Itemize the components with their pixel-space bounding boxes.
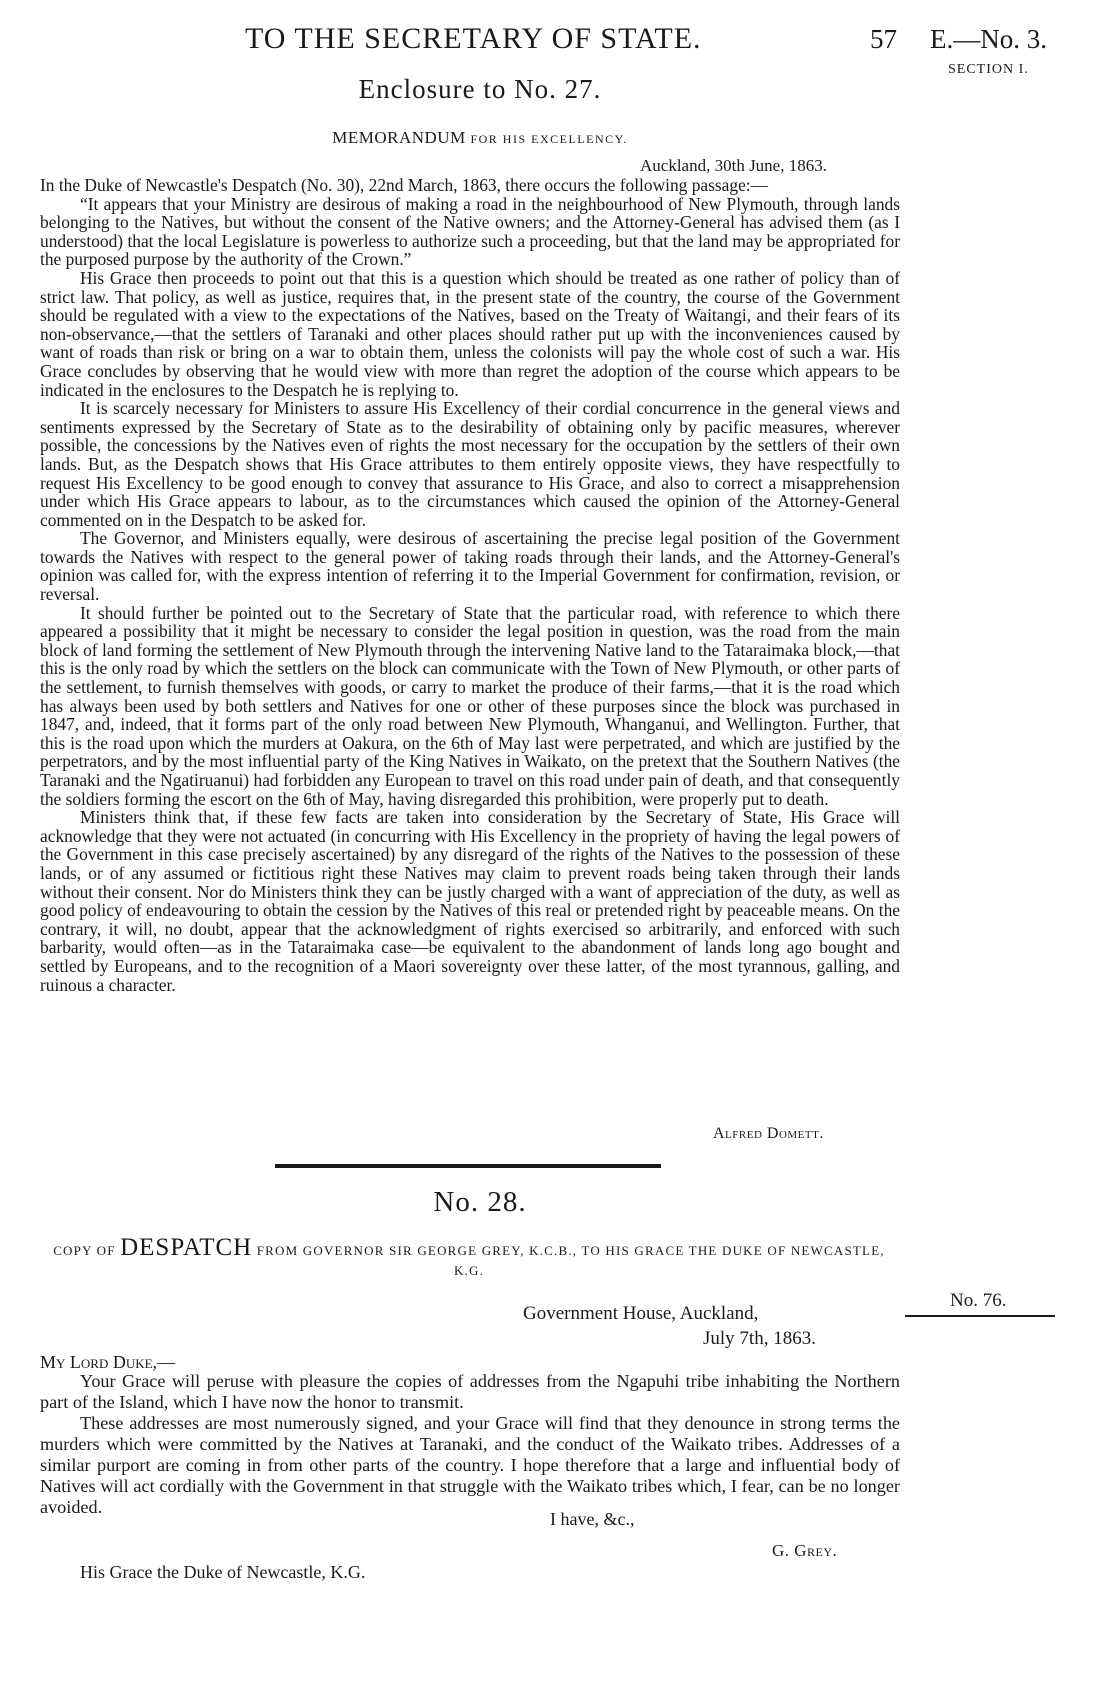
memorandum-body (40, 176, 900, 994)
paragraph: In the Duke of Newcastle's Despatch (No. 30), 22nd March, 1863, there occurs the following passage:— (40, 175, 769, 195)
despatch-heading-rest: FROM GOVERNOR SIR GEORGE GREY, K.C.B., TO HIS GRACE THE DUKE OF NEWCASTLE, K.G. (256, 1243, 885, 1278)
paragraph: It should further be pointed out to the Secretary of State that the particular road, with reference to which there appeared a possibility that it might be necessary to consider the legal position in question, was the road from the main block of land forming the settlement of New Plymouth through the intervening Native land to the Tataraimaka block,—that this is the only road by which the settlers on the block can communicate with the Town of New Plymouth, or other parts of the settlement, to furnish themselves with goods, or carry to market the produce of their farms,—that it is the road which has always been used by both settlers and Natives for one or other of these purposes since the block was purchased in 1847, and, indeed, that it forms part of the only road between New Plymouth, Whanganui, and Wellington. Further, that this is the road upon which the murders at Oakura, on the 6th of May last were perpetrated, and which are justified by the perpetrators, and by the most influential party of the King Natives in Waikato, on the pretext that the Southern Natives (the Taranaki and the Ngatiruanui) had forbidden any European to travel on this road under pain of death, and that consequently the soldiers forming the escort on the 6th of May, having disregarded this prohibition, were properly put to death. (40, 602, 900, 809)
memorandum-title (0, 128, 960, 148)
paper-reference: E.—No. 3. (930, 24, 1047, 54)
addressee: His Grace the Duke of Newcastle, K.G. (80, 1562, 366, 1582)
memorandum-title-main: MEMORANDUM (332, 128, 466, 147)
despatch-date: July 7th, 1863. (703, 1328, 816, 1349)
enclosure-title: Enclosure to No. 27. (358, 74, 602, 104)
signature-domett: Alfred Domett. (713, 1125, 824, 1142)
page-number: 57 (870, 24, 897, 54)
despatch-heading-prefix: COPY OF (53, 1243, 116, 1258)
despatch-heading-big: DESPATCH (120, 1234, 253, 1261)
closing: I have, &c., (550, 1509, 635, 1529)
section-label: SECTION I. (948, 62, 1029, 77)
paragraph: The Governor, and Ministers equally, were desirous of ascertaining the precise legal position of the Government towards the Natives with respect to the general power of taking roads through their lands, and the Attorney-General's opinion was called for, with the express intention of referring it to the Imperial Government for confirmation, revision, or reversal. (40, 528, 900, 605)
margin-number: No. 76. (950, 1290, 1007, 1311)
paragraph: These addresses are most numerously signed, and your Grace will find that they denounce in strong terms the murders which were committed by the Natives at Taranaki, and the conduct of the Waikato tribes. Addresses of a similar purport are coming in from other parts of the country. I hope therefore that a large and influential body of Natives will act cordially with the Government in that struggle with the Waikato tribes which, I fear, can be no longer avoided. (40, 1413, 900, 1517)
section-divider (275, 1164, 661, 1168)
salutation: My Lord Duke,— (40, 1352, 176, 1372)
quoted-paragraph: “It appears that your Ministry are desirous of making a road in the neighbourhood of New Plymouth, through lands belonging to the Natives, but without the consent of the Native owners; and the Attorney-General has advised them (as I understood) that the local Legislature is powerless to authorize such a proceeding, but that the land may be appropriated for the purposed purpose by the authority of the Crown.” (40, 193, 900, 270)
paragraph: His Grace then proceeds to point out that this is a question which should be treated as one rather of policy than of strict law. That policy, as well as justice, requires that, in the present state of the country, the course of the Government should be regulated with a view to the expectations of the Natives, based on the Treaty of Waitangi, and their fears of its non-observance,—that the settlers of Taranaki and other places should rather put up with the inconveniences caused by want of roads than risk or bring on a war to obtain them, unless the colonists will pay the whole cost of such a war. His Grace concludes by observing that he would view with more than regret the adoption of the course which appears to be indicated in the enclosures to the Despatch he is replying to. (40, 267, 900, 400)
paragraph: Your Grace will peruse with pleasure the copies of addresses from the Ngapuhi tribe inhabiting the Northern part of the Island, which I have now the honor to transmit. (40, 1371, 900, 1412)
despatch-number: No. 28. (433, 1186, 527, 1218)
despatch-place: Government House, Auckland, (523, 1303, 759, 1324)
signature-grey: G. Grey. (772, 1541, 838, 1560)
running-head-title: TO THE SECRETARY OF STATE. (245, 22, 702, 55)
memorandum-date: Auckland, 30th June, 1863. (640, 156, 827, 175)
memorandum-title-rest: FOR HIS EXCELLENCY. (470, 132, 628, 146)
paragraph: It is scarcely necessary for Ministers to assure His Excellency of their cordial concurrence in the general views and sentiments expressed by the Secretary of State as to the desirability of obtaining only by pacific measures, wherever possible, the concessions by the Natives even of rights the most necessary for the occupation by the settlers of their own lands. But, as the Despatch shows that His Grace attributes to them entirely opposite views, they have respectfully to request His Excellency to be good enough to convey that assurance to His Grace, and also to correct a misapprehension under which His Grace appears to labour, as to the circumstances which caused the opinion of the Attorney-General commented on in the Despatch to be asked for. (40, 398, 900, 530)
despatch-body (40, 1371, 900, 1518)
despatch-heading (38, 1234, 900, 1281)
margin-rule (905, 1315, 1055, 1317)
paragraph: Ministers think that, if these few facts are taken into consideration by the Secretary of State, His Grace will acknowledge that they were not actuated (in concurring with His Excellency in the propriety of having the legal powers of the Government in this case precisely ascertained) by any disregard of the rights of the Natives to the possession of these lands, or of any assumed or fictitious right these Natives may claim to prevent roads being taken through their lands without their consent. Nor do Ministers think they can be justly charged with a want of appreciation of the duty, as well as good policy of endeavouring to obtain the cession by the Natives of this real or pretended right by peaceable means. On the contrary, it will, no doubt, appear that the acknowledgment of rights exercised so arbitrarily, and enforced with such barbarity, would often—as in the Tataraimaka case—be equivalent to the abandonment of lands long ago bought and settled by Europeans, and to the recognition of a Maori sovereignty over these latter, of the most tyrannous, galling, and ruinous a character. (40, 807, 900, 995)
